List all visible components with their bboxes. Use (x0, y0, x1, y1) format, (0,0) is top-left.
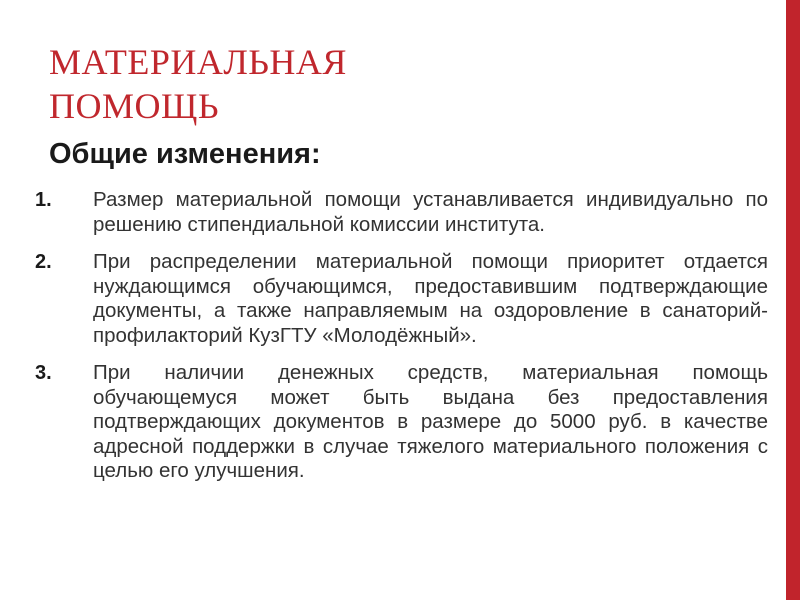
list-item (35, 250, 768, 348)
list-item-number: 3. (35, 362, 52, 384)
accent-bar (786, 0, 800, 600)
numbered-list (35, 188, 768, 497)
slide-title (49, 40, 749, 128)
list-item-text: При распределении материальной помощи приоритет отдается нуждающимся обучающимся, предоставившим подтверждающие документы, а также направляемым на оздоровление в санаторий-профилакторий КузГТУ «Молодёжный». (93, 250, 768, 347)
slide-subtitle: Общие изменения: (49, 138, 321, 170)
title-line-2: ПОМОЩЬ (49, 86, 219, 126)
list-item (35, 188, 768, 237)
list-item (35, 361, 768, 484)
list-item-number: 2. (35, 251, 52, 273)
list-item-number: 1. (35, 189, 52, 211)
list-item-text: При наличии денежных средств, материальная помощь обучающемуся может быть выдана без предоставления подтверждающих документов в размере до 5000 руб. в качестве адресной поддержки в случае тяжелого материального положения с целью его улучшения. (93, 361, 768, 482)
title-line-1: МАТЕРИАЛЬНАЯ (49, 42, 347, 82)
list-item-text: Размер материальной помощи устанавливается индивидуально по решению стипендиальной комиссии института. (93, 188, 768, 236)
